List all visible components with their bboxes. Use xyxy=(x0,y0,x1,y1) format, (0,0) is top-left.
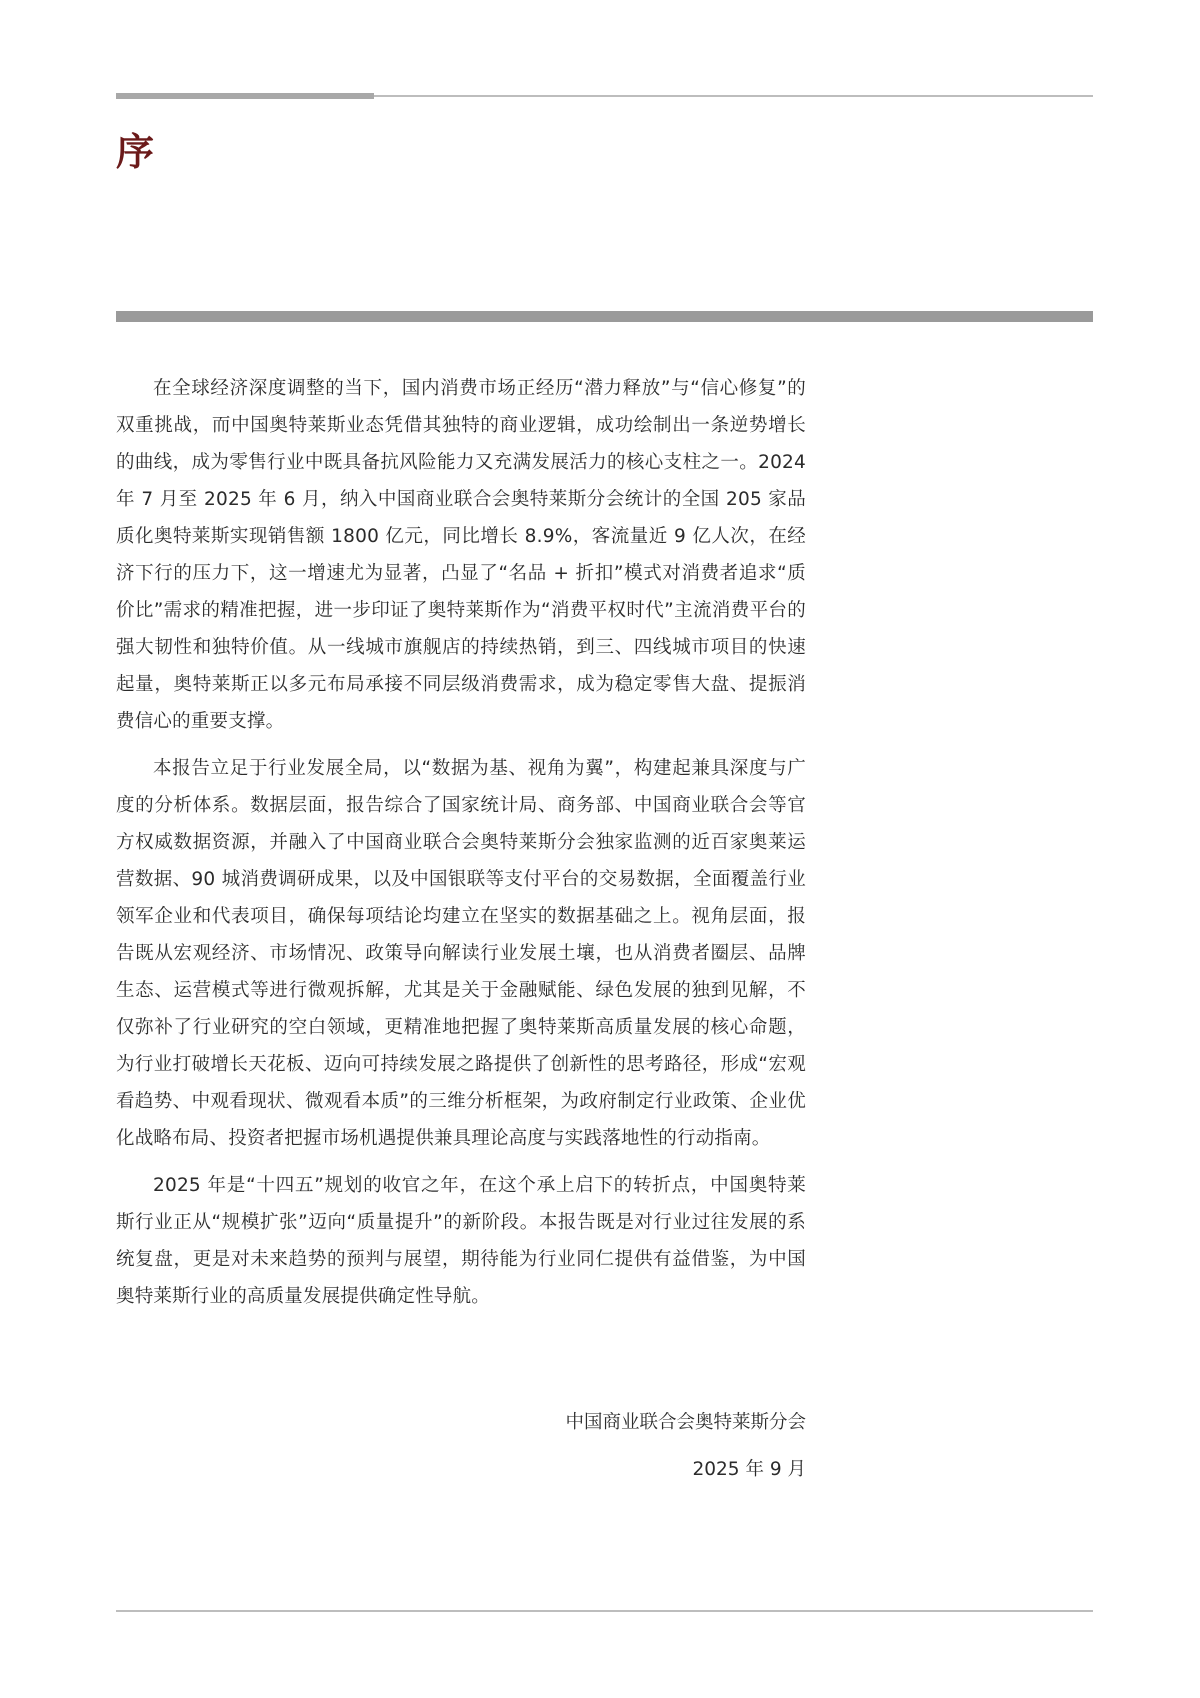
signature-date: 2025 年 9 月 xyxy=(692,1459,806,1480)
page-title: 序 xyxy=(116,129,155,174)
paragraph-1: 在全球经济深度调整的当下，国内消费市场正经历“潜力释放”与“信心修复”的双重挑战，而中国奥特莱斯业态凭借其独特的商业逻辑，成功绘制出一条逆势增长的曲线，成为零售行业中既具备抗风险能力又充满发展活力的核心支柱之一。2024 年 7 月至 2025 年 6 月，纳入中国商业联合会奥特莱斯分会统计的全国 205 家品质化奥特莱斯实现销售额 1800 亿元，同比增长 8.9%，客流量近 9 亿人次，在经济下行的压力下，这一增速尤为显著，凸显了“名品 + 折扣”模式对消费者追求“质价比”需求的精准把握，进一步印证了奥特莱斯作为“消费平权时代”主流消费平台的强大韧性和独特价值。从一线城市旗舰店的持续热销，到三、四线城市项目的快速起量，奥特莱斯正以多元布局承接不同层级消费需求，成为稳定零售大盘、提振消费信心的重要支撑。 xyxy=(116,378,806,732)
paragraph-2: 本报告立足于行业发展全局，以“数据为基、视角为翼”，构建起兼具深度与广度的分析体系。数据层面，报告综合了国家统计局、商务部、中国商业联合会等官方权威数据资源，并融入了中国商业联合会奥特莱斯分会独家监测的近百家奥莱运营数据、90 城消费调研成果，以及中国银联等支付平台的交易数据，全面覆盖行业领军企业和代表项目，确保每项结论均建立在坚实的数据基础之上。视角层面，报告既从宏观经济、市场情况、政策导向解读行业发展土壤，也从消费者圈层、品牌生态、运营模式等进行微观拆解，尤其是关于金融赋能、绿色发展的独到见解，不仅弥补了行业研究的空白领域，更精准地把握了奥特莱斯高质量发展的核心命题，为行业打破增长天花板、迈向可持续发展之路提供了创新性的思考路径，形成“宏观看趋势、中观看现状、微观看本质”的三维分析框架，为政府制定行业政策、企业优化战略布局、投资者把握市场机遇提供兼具理论高度与实践落地性的行动指南。 xyxy=(116,758,806,1149)
preface-body xyxy=(116,370,806,1325)
top-divider-accent xyxy=(116,93,374,99)
paragraph-3: 2025 年是“十四五”规划的收官之年，在这个承上启下的转折点，中国奥特莱斯行业正从“规模扩张”迈向“质量提升”的新阶段。本报告既是对行业过往发展的系统复盘，更是对未来趋势的预判与展望，期待能为行业同仁提供有益借鉴，为中国奥特莱斯行业的高质量发展提供确定性导航。 xyxy=(116,1175,806,1307)
bottom-divider xyxy=(116,1610,1093,1612)
signature-organization: 中国商业联合会奥特莱斯分会 xyxy=(565,1412,806,1433)
section-divider xyxy=(116,311,1093,322)
